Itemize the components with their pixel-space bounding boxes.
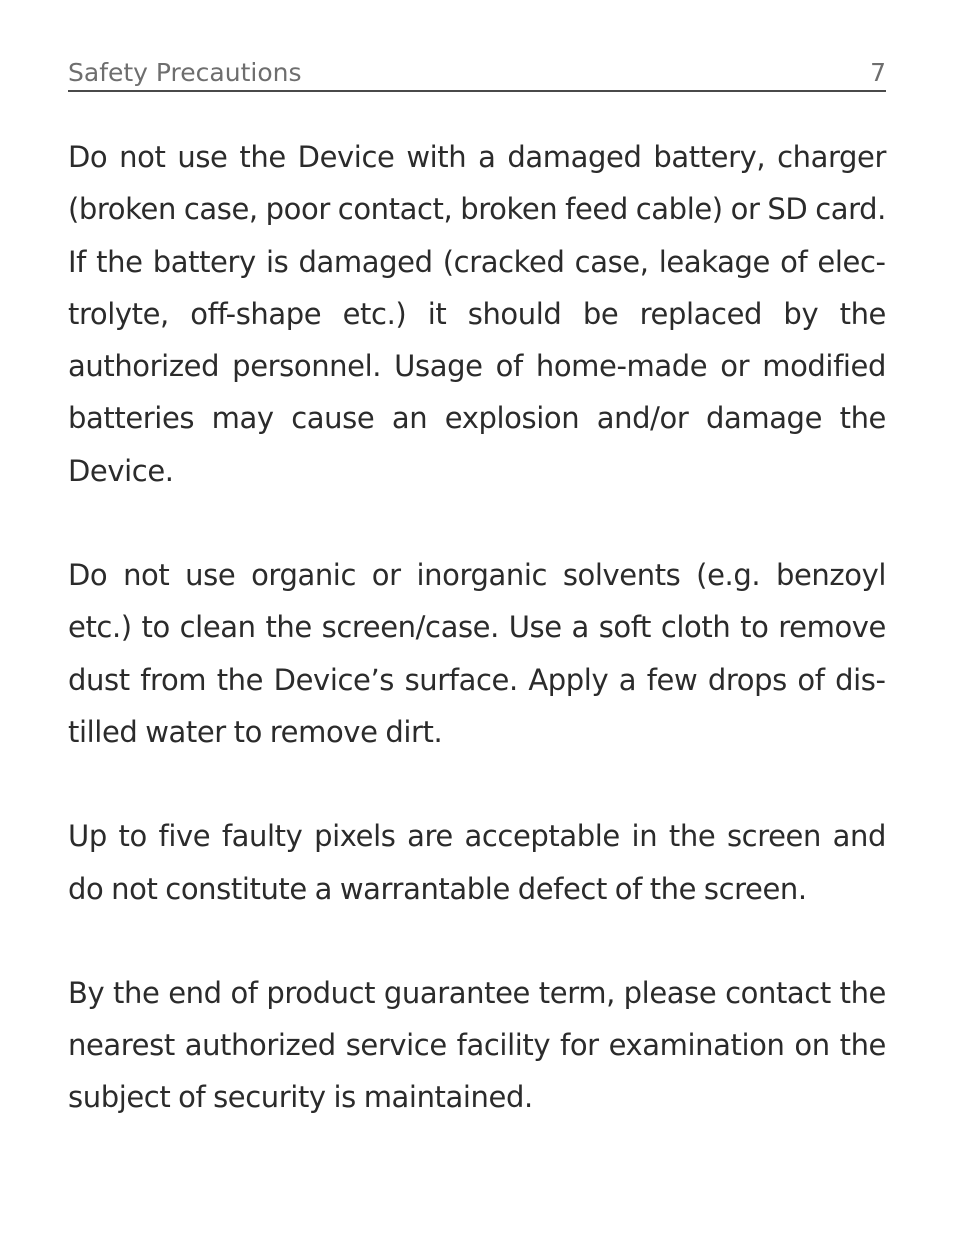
paragraph-cleaning-instructions: Do not use organic or inorganic solvents (e.g. benzoyl etc.) to clean the screen/case. Use a soft cloth to remove dust from the Device’s surface. Apply a few drops of distilled water to remove dirt. xyxy=(68,558,886,749)
body-text xyxy=(68,131,886,1176)
section-title: Safety Precautions xyxy=(68,58,302,87)
paragraph-guarantee-term: By the end of product guarantee term, please contact the nearest authorized service facility for examination on the subject of security is maintained. xyxy=(68,975,886,1115)
paragraph-faulty-pixels: Up to five faulty pixels are acceptable in the screen and do not constitute a warrantable defect of the screen. xyxy=(68,819,886,906)
running-header xyxy=(68,56,886,92)
paragraph-battery-warning: Do not use the Device with a damaged battery, charger (broken case, poor contact, broken feed cable) or SD card. If the battery is damaged (cracked case, leakage of electrolyte, off-shape etc.) it should be replaced by the authorized personnel. Usage of home-made or modified batteries may cause an explosion and/or damage the Device. xyxy=(68,140,886,488)
page-number: 7 xyxy=(870,58,886,87)
